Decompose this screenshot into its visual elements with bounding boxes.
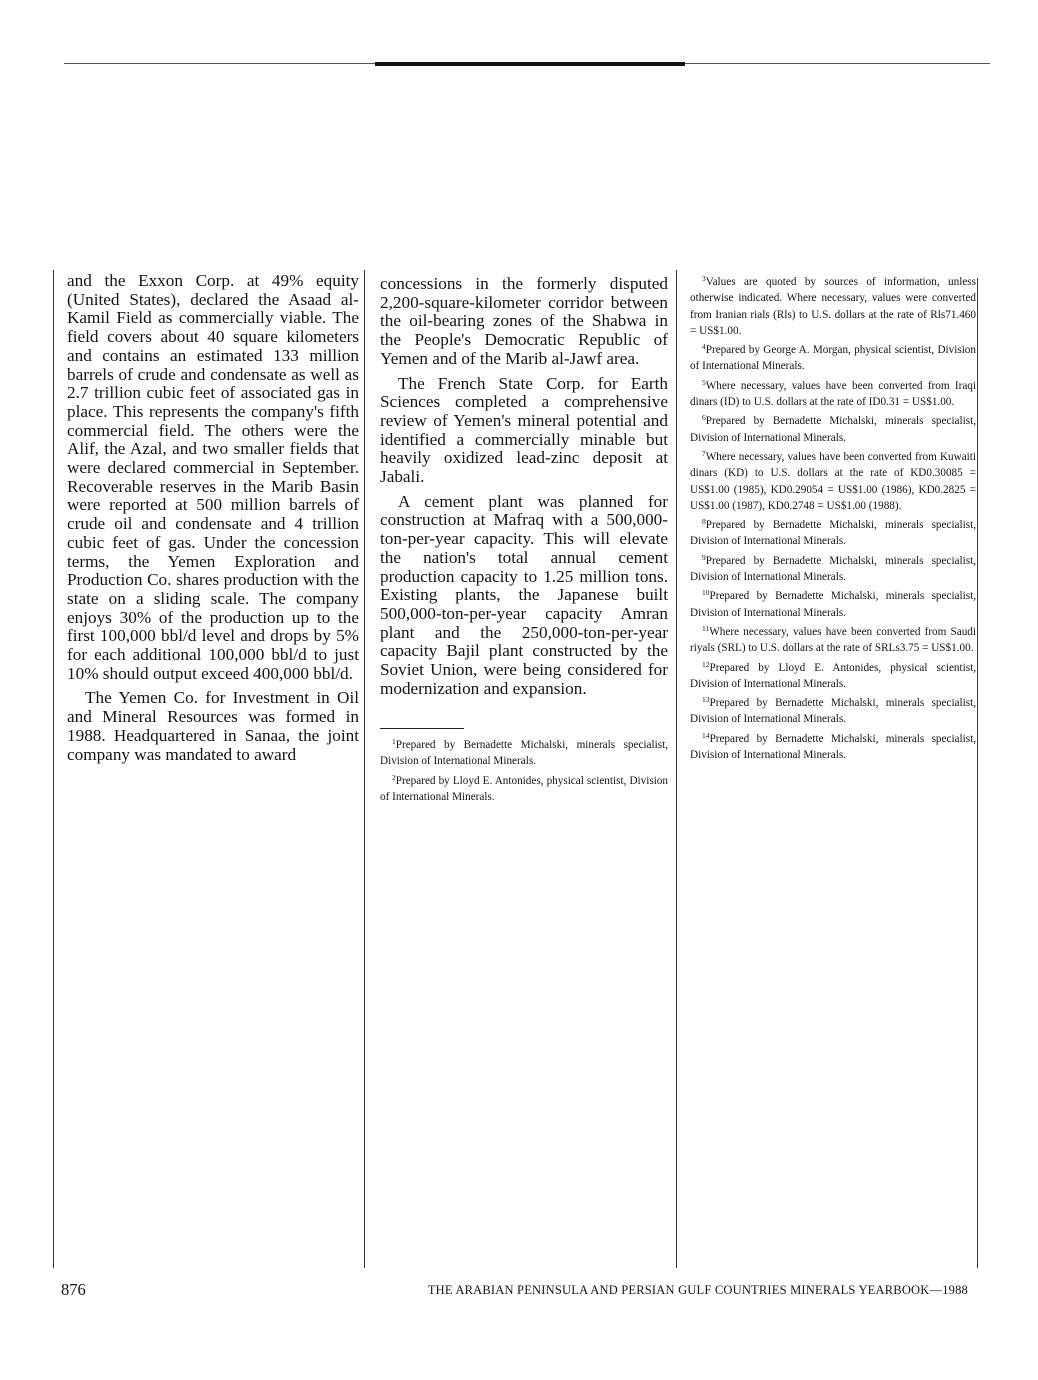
footnote-text: Where necessary, values have been converted from Iraqi dinars (ID) to U.S. dollars at the rate of ID0.31 = US$1.00. [690,379,976,409]
footnote-text: Where necessary, values have been converted from Saudi riyals (SRL) to U.S. dollars at the rate of SRLs3.75 = US$1.00. [690,625,976,655]
footnote-text: Prepared by Bernadette Michalski, minerals specialist, Division of International Minerals. [380,739,668,768]
footnote-number: 10 [702,588,710,598]
footnotes-left [380,737,668,808]
footnote [380,737,668,770]
footnote [690,624,976,657]
running-footer-title: THE ARABIAN PENINSULA AND PERSIAN GULF COUNTRIES MINERALS YEARBOOK—1988 [427,1283,968,1297]
footnote-number: 8 [702,517,706,527]
body-paragraph: The French State Corp. for Earth Sciences completed a comprehensive review of Yemen's mineral potential and identified a commercially minable but heavily oxidized lead-zinc deposit at Jabali. [380,373,668,487]
footnote [690,342,976,375]
footnote-separator [380,728,464,729]
footnote-text: Prepared by Lloyd E. Antonides, physical scientist, Division of International Minerals. [690,661,976,690]
column-divider-right [977,278,978,1268]
footnote-text: Prepared by George A. Morgan, physical scientist, Division of International Minerals. [690,344,976,373]
body-paragraph: The Yemen Co. for Investment in Oil and Mineral Resources was formed in 1988. Headquartered in Sanaa, the joint company was mandated to award [67,688,359,764]
footnote [690,517,976,550]
body-paragraph: and the Exxon Corp. at 49% equity (United States), declared the Asaad al-Kamil Field as commercially viable. The field covers about 40 square kilometers and contains an estimated 133 million barrels of crude and condensate as well as 2.7 trillion cubic feet of associated gas in place. This represents the company's fifth commercial field. The others were the Alif, the Azal, and two smaller fields that were declared commercial in September. Recoverable reserves in the Marib Basin were reported at 500 million barrels of crude oil and condensate and 4 trillion cubic feet of gas. Under the concession terms, the Yemen Exploration and Production Co. shares production with the state on a sliding scale. The company enjoys 30% of the production up to the first 100,000 bbl/d level and drops by 5% for each additional 100,000 bbl/d to just 10% should output exceed 400,000 bbl/d. [67,271,359,683]
body-column-2 [380,275,668,704]
footnote [690,274,976,339]
column-divider-2 [676,270,677,1268]
footnote-text: Prepared by Bernadette Michalski, minerals specialist, Division of International Minerals. [690,519,976,548]
footnote [690,588,976,621]
body-paragraph: A cement plant was planned for construction at Mafraq with a 500,000-ton-per-year capacity. This will elevate the nation's total annual cement production capacity to 1.25 million tons. Existing plants, the Japanese built 500,000-ton-per-year capacity Amran plant and the 250,000-ton-per-year capacity Bajil plant constructed by the Soviet Union, were being considered for modernization and expansion. [380,491,668,698]
footnote [690,695,976,728]
footnote-number: 6 [702,413,706,423]
body-paragraph: concessions in the formerly disputed 2,200-square-kilometer corridor between the oil-bearing zones of the Shabwa in the People's Democratic Republic of Yemen and of the Marib al-Jawf area. [380,274,668,368]
footnote [380,773,668,806]
footnote-number: 4 [702,342,706,352]
footnote-number: 12 [702,659,710,669]
footnote-text: Prepared by Bernadette Michalski, minerals specialist, Division of International Minerals. [690,732,976,762]
footnote-text: Values are quoted by sources of information, unless otherwise indicated. Where necessary, values were converted from Iranian rials (Rls) to U.S. dollars at the rate of Rls71.460 = US$1.00. [690,276,976,337]
footnote-text: Prepared by Bernadette Michalski, minerals specialist, Division of International Minerals. [690,697,976,726]
footnote-text: Prepared by Bernadette Michalski, minerals specialist, Division of International Minerals. [690,415,976,444]
body-column-1 [67,272,359,770]
footnote-number: 11 [702,623,710,633]
page-number: 876 [61,1280,86,1299]
top-rule-bold-segment [375,62,685,66]
footnote [690,731,976,764]
footnote [690,413,976,446]
footnote-number: 5 [702,377,706,387]
footnote-number: 13 [702,695,710,705]
footnote-text: Prepared by Bernadette Michalski, minerals specialist, Division of International Minerals. [690,590,976,619]
footnote-number: 3 [702,274,706,283]
footnote-number: 1 [392,737,396,746]
column-divider-left [53,270,54,1268]
footnote-number: 14 [702,730,710,740]
footnote [690,449,976,514]
column-divider-1 [364,270,365,1268]
footnote [690,553,976,586]
footnote-number: 9 [702,552,706,562]
footnote [690,378,976,411]
footnote-text: Where necessary, values have been converted from Kuwaiti dinars (KD) to U.S. dollars at the rate of KD0.30085 = US$1.00 (1985), KD0.29054 = US$1.00 (1986), KD0.2825 = US$1.00 (1987), KD0.2748 = US$1.00 (1988). [690,450,976,512]
footnote-text: Prepared by Bernadette Michalski, minerals specialist, Division of International Minerals. [690,554,976,584]
footnotes-right [690,274,976,766]
footnote-text: Prepared by Lloyd E. Antonides, physical scientist, Division of International Minerals. [380,774,668,803]
footnote-number: 7 [702,448,706,458]
footnote [690,660,976,693]
footnote-number: 2 [392,772,396,782]
